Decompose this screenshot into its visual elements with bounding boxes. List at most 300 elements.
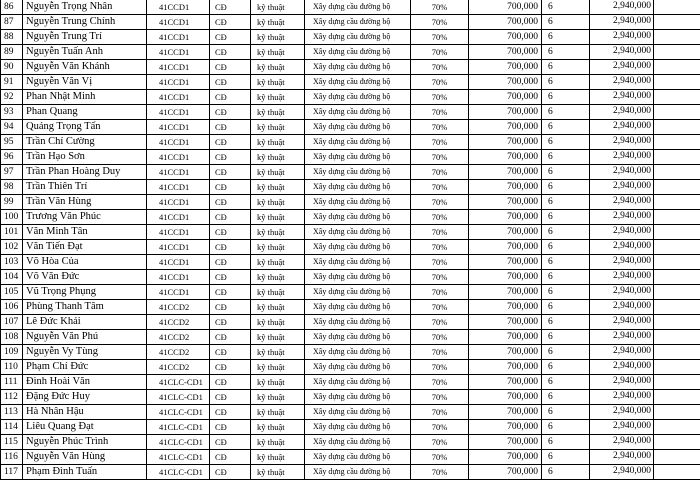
- monthly-amount-cell: 700,000: [469, 135, 542, 150]
- month-count-cell: 6: [542, 255, 590, 270]
- program-type-cell: kỹ thuật: [251, 105, 305, 120]
- total-amount-cell: 2,940,000: [590, 210, 654, 225]
- monthly-amount-cell: 700,000: [469, 255, 542, 270]
- class-code-cell: 41CCD1: [147, 60, 210, 75]
- class-code-cell: 41CCD1: [147, 0, 210, 15]
- total-amount-cell: 2,940,000: [590, 180, 654, 195]
- total-amount-cell: 2,940,000: [590, 135, 654, 150]
- table-row: [1, 210, 700, 225]
- month-count-cell: 6: [542, 330, 590, 345]
- major-name-cell: Xây dựng cầu đường bộ: [305, 330, 411, 345]
- education-level-cell: CĐ: [210, 315, 251, 330]
- support-percent-cell: 70%: [411, 330, 469, 345]
- education-level-cell: CĐ: [210, 15, 251, 30]
- program-type-cell: kỹ thuật: [251, 0, 305, 15]
- table-row: [1, 105, 700, 120]
- month-count-cell: 6: [542, 300, 590, 315]
- education-level-cell: CĐ: [210, 225, 251, 240]
- monthly-amount-cell: 700,000: [469, 30, 542, 45]
- total-amount-cell: 2,940,000: [590, 300, 654, 315]
- table-row: [1, 300, 700, 315]
- row-number-cell: 100: [1, 210, 23, 225]
- total-amount-cell: 2,940,000: [590, 375, 654, 390]
- class-code-cell: 41CCD1: [147, 135, 210, 150]
- total-amount-cell: 2,940,000: [590, 60, 654, 75]
- month-count-cell: 6: [542, 405, 590, 420]
- class-code-cell: 41CLC-CD1: [147, 465, 210, 480]
- table-row: [1, 360, 700, 375]
- monthly-amount-cell: 700,000: [469, 315, 542, 330]
- education-level-cell: CĐ: [210, 240, 251, 255]
- program-type-cell: kỹ thuật: [251, 360, 305, 375]
- row-number-cell: 97: [1, 165, 23, 180]
- row-number-cell: 112: [1, 390, 23, 405]
- monthly-amount-cell: 700,000: [469, 150, 542, 165]
- education-level-cell: CĐ: [210, 60, 251, 75]
- table-row: [1, 330, 700, 345]
- education-level-cell: CĐ: [210, 135, 251, 150]
- program-type-cell: kỹ thuật: [251, 165, 305, 180]
- row-number-cell: 108: [1, 330, 23, 345]
- table-row: [1, 15, 700, 30]
- support-percent-cell: 70%: [411, 150, 469, 165]
- empty-cell: [654, 120, 700, 135]
- monthly-amount-cell: 700,000: [469, 465, 542, 480]
- month-count-cell: 6: [542, 105, 590, 120]
- table-row: [1, 75, 700, 90]
- class-code-cell: 41CLC-CD1: [147, 390, 210, 405]
- student-name-cell: Phan Quang: [23, 105, 147, 120]
- class-code-cell: 41CCD2: [147, 315, 210, 330]
- student-name-cell: Nguyễn Văn Vị: [23, 75, 147, 90]
- total-amount-cell: 2,940,000: [590, 345, 654, 360]
- major-name-cell: Xây dựng cầu đường bộ: [305, 75, 411, 90]
- empty-cell: [654, 255, 700, 270]
- empty-cell: [654, 300, 700, 315]
- student-name-cell: Nguyễn Vy Tùng: [23, 345, 147, 360]
- support-percent-cell: 70%: [411, 225, 469, 240]
- program-type-cell: kỹ thuật: [251, 15, 305, 30]
- student-name-cell: Lê Đức Khải: [23, 315, 147, 330]
- support-percent-cell: 70%: [411, 375, 469, 390]
- program-type-cell: kỹ thuật: [251, 150, 305, 165]
- class-code-cell: 41CCD1: [147, 255, 210, 270]
- program-type-cell: kỹ thuật: [251, 375, 305, 390]
- row-number-cell: 95: [1, 135, 23, 150]
- support-percent-cell: 70%: [411, 0, 469, 15]
- empty-cell: [654, 75, 700, 90]
- total-amount-cell: 2,940,000: [590, 270, 654, 285]
- total-amount-cell: 2,940,000: [590, 75, 654, 90]
- total-amount-cell: 2,940,000: [590, 450, 654, 465]
- major-name-cell: Xây dựng cầu đường bộ: [305, 450, 411, 465]
- month-count-cell: 6: [542, 345, 590, 360]
- monthly-amount-cell: 700,000: [469, 435, 542, 450]
- table-row: [1, 120, 700, 135]
- student-name-cell: Nguyễn Văn Phú: [23, 330, 147, 345]
- row-number-cell: 91: [1, 75, 23, 90]
- table-row: [1, 255, 700, 270]
- class-code-cell: 41CCD2: [147, 345, 210, 360]
- student-name-cell: Văn Minh Tân: [23, 225, 147, 240]
- support-percent-cell: 70%: [411, 240, 469, 255]
- table-row: [1, 135, 700, 150]
- student-name-cell: Nguyễn Trọng Nhân: [23, 0, 147, 15]
- student-name-cell: Hà Nhân Hậu: [23, 405, 147, 420]
- class-code-cell: 41CCD1: [147, 195, 210, 210]
- month-count-cell: 6: [542, 210, 590, 225]
- education-level-cell: CĐ: [210, 180, 251, 195]
- support-percent-cell: 70%: [411, 210, 469, 225]
- empty-cell: [654, 150, 700, 165]
- major-name-cell: Xây dựng cầu đường bộ: [305, 315, 411, 330]
- row-number-cell: 94: [1, 120, 23, 135]
- monthly-amount-cell: 700,000: [469, 300, 542, 315]
- class-code-cell: 41CCD1: [147, 120, 210, 135]
- program-type-cell: kỹ thuật: [251, 60, 305, 75]
- monthly-amount-cell: 700,000: [469, 225, 542, 240]
- month-count-cell: 6: [542, 390, 590, 405]
- class-code-cell: 41CCD1: [147, 75, 210, 90]
- student-name-cell: Nguyễn Trung Chính: [23, 15, 147, 30]
- education-level-cell: CĐ: [210, 285, 251, 300]
- program-type-cell: kỹ thuật: [251, 270, 305, 285]
- table-row: [1, 90, 700, 105]
- row-number-cell: 114: [1, 420, 23, 435]
- empty-cell: [654, 465, 700, 480]
- row-number-cell: 106: [1, 300, 23, 315]
- month-count-cell: 6: [542, 15, 590, 30]
- empty-cell: [654, 330, 700, 345]
- program-type-cell: kỹ thuật: [251, 315, 305, 330]
- monthly-amount-cell: 700,000: [469, 270, 542, 285]
- monthly-amount-cell: 700,000: [469, 240, 542, 255]
- student-name-cell: Nguyễn Văn Hùng: [23, 450, 147, 465]
- month-count-cell: 6: [542, 150, 590, 165]
- row-number-cell: 88: [1, 30, 23, 45]
- monthly-amount-cell: 700,000: [469, 330, 542, 345]
- total-amount-cell: 2,940,000: [590, 465, 654, 480]
- class-code-cell: 41CCD1: [147, 240, 210, 255]
- empty-cell: [654, 15, 700, 30]
- support-percent-cell: 70%: [411, 405, 469, 420]
- major-name-cell: Xây dựng cầu đường bộ: [305, 105, 411, 120]
- student-name-cell: Trần Hạo Sơn: [23, 150, 147, 165]
- student-name-cell: Nguyễn Phúc Trình: [23, 435, 147, 450]
- month-count-cell: 6: [542, 270, 590, 285]
- month-count-cell: 6: [542, 45, 590, 60]
- program-type-cell: kỹ thuật: [251, 240, 305, 255]
- empty-cell: [654, 420, 700, 435]
- table-row: [1, 285, 700, 300]
- student-name-cell: Đặng Đức Huy: [23, 390, 147, 405]
- class-code-cell: 41CLC-CD1: [147, 450, 210, 465]
- table-row: [1, 240, 700, 255]
- table-row: [1, 450, 700, 465]
- major-name-cell: Xây dựng cầu đường bộ: [305, 165, 411, 180]
- month-count-cell: 6: [542, 450, 590, 465]
- monthly-amount-cell: 700,000: [469, 180, 542, 195]
- education-level-cell: CĐ: [210, 120, 251, 135]
- row-number-cell: 113: [1, 405, 23, 420]
- program-type-cell: kỹ thuật: [251, 90, 305, 105]
- student-name-cell: Trương Văn Phúc: [23, 210, 147, 225]
- support-percent-cell: 70%: [411, 465, 469, 480]
- student-name-cell: Trần Phan Hoàng Duy: [23, 165, 147, 180]
- education-level-cell: CĐ: [210, 105, 251, 120]
- support-percent-cell: 70%: [411, 435, 469, 450]
- program-type-cell: kỹ thuật: [251, 30, 305, 45]
- table-row: [1, 45, 700, 60]
- major-name-cell: Xây dựng cầu đường bộ: [305, 240, 411, 255]
- row-number-cell: 110: [1, 360, 23, 375]
- class-code-cell: 41CCD2: [147, 360, 210, 375]
- empty-cell: [654, 450, 700, 465]
- class-code-cell: 41CCD1: [147, 30, 210, 45]
- total-amount-cell: 2,940,000: [590, 330, 654, 345]
- empty-cell: [654, 270, 700, 285]
- major-name-cell: Xây dựng cầu đường bộ: [305, 45, 411, 60]
- major-name-cell: Xây dựng cầu đường bộ: [305, 0, 411, 15]
- month-count-cell: 6: [542, 285, 590, 300]
- support-percent-cell: 70%: [411, 360, 469, 375]
- education-level-cell: CĐ: [210, 90, 251, 105]
- support-percent-cell: 70%: [411, 270, 469, 285]
- class-code-cell: 41CCD1: [147, 285, 210, 300]
- total-amount-cell: 2,940,000: [590, 15, 654, 30]
- major-name-cell: Xây dựng cầu đường bộ: [305, 225, 411, 240]
- table-body: [1, 0, 700, 480]
- empty-cell: [654, 210, 700, 225]
- total-amount-cell: 2,940,000: [590, 90, 654, 105]
- student-name-cell: Phạm Chí Đức: [23, 360, 147, 375]
- education-level-cell: CĐ: [210, 450, 251, 465]
- month-count-cell: 6: [542, 0, 590, 15]
- program-type-cell: kỹ thuật: [251, 420, 305, 435]
- major-name-cell: Xây dựng cầu đường bộ: [305, 210, 411, 225]
- education-level-cell: CĐ: [210, 255, 251, 270]
- major-name-cell: Xây dựng cầu đường bộ: [305, 180, 411, 195]
- empty-cell: [654, 375, 700, 390]
- education-level-cell: CĐ: [210, 150, 251, 165]
- month-count-cell: 6: [542, 435, 590, 450]
- support-percent-cell: 70%: [411, 420, 469, 435]
- row-number-cell: 103: [1, 255, 23, 270]
- total-amount-cell: 2,940,000: [590, 420, 654, 435]
- empty-cell: [654, 60, 700, 75]
- education-level-cell: CĐ: [210, 30, 251, 45]
- table-row: [1, 390, 700, 405]
- support-percent-cell: 70%: [411, 30, 469, 45]
- month-count-cell: 6: [542, 90, 590, 105]
- month-count-cell: 6: [542, 75, 590, 90]
- support-percent-cell: 70%: [411, 45, 469, 60]
- support-percent-cell: 70%: [411, 105, 469, 120]
- education-level-cell: CĐ: [210, 165, 251, 180]
- row-number-cell: 116: [1, 450, 23, 465]
- major-name-cell: Xây dựng cầu đường bộ: [305, 435, 411, 450]
- monthly-amount-cell: 700,000: [469, 60, 542, 75]
- empty-cell: [654, 405, 700, 420]
- major-name-cell: Xây dựng cầu đường bộ: [305, 360, 411, 375]
- support-percent-cell: 70%: [411, 345, 469, 360]
- empty-cell: [654, 225, 700, 240]
- major-name-cell: Xây dựng cầu đường bộ: [305, 15, 411, 30]
- education-level-cell: CĐ: [210, 45, 251, 60]
- education-level-cell: CĐ: [210, 360, 251, 375]
- support-percent-cell: 70%: [411, 285, 469, 300]
- total-amount-cell: 2,940,000: [590, 165, 654, 180]
- empty-cell: [654, 435, 700, 450]
- total-amount-cell: 2,940,000: [590, 255, 654, 270]
- major-name-cell: Xây dựng cầu đường bộ: [305, 405, 411, 420]
- empty-cell: [654, 390, 700, 405]
- education-level-cell: CĐ: [210, 405, 251, 420]
- empty-cell: [654, 315, 700, 330]
- empty-cell: [654, 285, 700, 300]
- table-row: [1, 180, 700, 195]
- program-type-cell: kỹ thuật: [251, 450, 305, 465]
- class-code-cell: 41CLC-CD1: [147, 420, 210, 435]
- empty-cell: [654, 240, 700, 255]
- program-type-cell: kỹ thuật: [251, 255, 305, 270]
- table-row: [1, 420, 700, 435]
- empty-cell: [654, 135, 700, 150]
- support-percent-cell: 70%: [411, 315, 469, 330]
- class-code-cell: 41CCD1: [147, 150, 210, 165]
- row-number-cell: 115: [1, 435, 23, 450]
- support-percent-cell: 70%: [411, 90, 469, 105]
- empty-cell: [654, 30, 700, 45]
- table-row: [1, 315, 700, 330]
- student-name-cell: Nguyễn Tuấn Anh: [23, 45, 147, 60]
- student-name-cell: Võ Hòa Của: [23, 255, 147, 270]
- total-amount-cell: 2,940,000: [590, 285, 654, 300]
- monthly-amount-cell: 700,000: [469, 195, 542, 210]
- empty-cell: [654, 360, 700, 375]
- class-code-cell: 41CCD1: [147, 90, 210, 105]
- table-row: [1, 435, 700, 450]
- month-count-cell: 6: [542, 60, 590, 75]
- education-level-cell: CĐ: [210, 465, 251, 480]
- monthly-amount-cell: 700,000: [469, 90, 542, 105]
- class-code-cell: 41CLC-CD1: [147, 405, 210, 420]
- empty-cell: [654, 345, 700, 360]
- monthly-amount-cell: 700,000: [469, 15, 542, 30]
- student-name-cell: Liêu Quang Đạt: [23, 420, 147, 435]
- row-number-cell: 104: [1, 270, 23, 285]
- support-percent-cell: 70%: [411, 450, 469, 465]
- program-type-cell: kỹ thuật: [251, 180, 305, 195]
- monthly-amount-cell: 700,000: [469, 0, 542, 15]
- student-name-cell: Phan Nhật Minh: [23, 90, 147, 105]
- month-count-cell: 6: [542, 135, 590, 150]
- program-type-cell: kỹ thuật: [251, 120, 305, 135]
- major-name-cell: Xây dựng cầu đường bộ: [305, 465, 411, 480]
- support-percent-cell: 70%: [411, 165, 469, 180]
- table-row: [1, 195, 700, 210]
- table-row: [1, 270, 700, 285]
- month-count-cell: 6: [542, 165, 590, 180]
- student-name-cell: Vũ Trọng Phụng: [23, 285, 147, 300]
- table-row: [1, 165, 700, 180]
- row-number-cell: 107: [1, 315, 23, 330]
- class-code-cell: 41CLC-CD1: [147, 435, 210, 450]
- total-amount-cell: 2,940,000: [590, 390, 654, 405]
- class-code-cell: 41CCD2: [147, 330, 210, 345]
- total-amount-cell: 2,940,000: [590, 405, 654, 420]
- student-name-cell: Trần Văn Hùng: [23, 195, 147, 210]
- major-name-cell: Xây dựng cầu đường bộ: [305, 135, 411, 150]
- program-type-cell: kỹ thuật: [251, 405, 305, 420]
- education-level-cell: CĐ: [210, 0, 251, 15]
- row-number-cell: 109: [1, 345, 23, 360]
- program-type-cell: kỹ thuật: [251, 45, 305, 60]
- table-row: [1, 465, 700, 480]
- support-percent-cell: 70%: [411, 180, 469, 195]
- student-name-cell: Nguyễn Trung Trí: [23, 30, 147, 45]
- total-amount-cell: 2,940,000: [590, 45, 654, 60]
- support-percent-cell: 70%: [411, 390, 469, 405]
- empty-cell: [654, 0, 700, 15]
- total-amount-cell: 2,940,000: [590, 360, 654, 375]
- month-count-cell: 6: [542, 225, 590, 240]
- total-amount-cell: 2,940,000: [590, 0, 654, 15]
- class-code-cell: 41CCD1: [147, 180, 210, 195]
- student-name-cell: Võ Văn Đức: [23, 270, 147, 285]
- support-percent-cell: 70%: [411, 75, 469, 90]
- student-name-cell: Văn Tiến Đạt: [23, 240, 147, 255]
- monthly-amount-cell: 700,000: [469, 405, 542, 420]
- class-code-cell: 41CCD1: [147, 270, 210, 285]
- program-type-cell: kỹ thuật: [251, 225, 305, 240]
- program-type-cell: kỹ thuật: [251, 135, 305, 150]
- student-name-cell: Quảng Trọng Tấn: [23, 120, 147, 135]
- empty-cell: [654, 105, 700, 120]
- total-amount-cell: 2,940,000: [590, 315, 654, 330]
- major-name-cell: Xây dựng cầu đường bộ: [305, 120, 411, 135]
- major-name-cell: Xây dựng cầu đường bộ: [305, 30, 411, 45]
- total-amount-cell: 2,940,000: [590, 150, 654, 165]
- month-count-cell: 6: [542, 360, 590, 375]
- support-percent-cell: 70%: [411, 300, 469, 315]
- major-name-cell: Xây dựng cầu đường bộ: [305, 285, 411, 300]
- month-count-cell: 6: [542, 30, 590, 45]
- empty-cell: [654, 90, 700, 105]
- row-number-cell: 99: [1, 195, 23, 210]
- major-name-cell: Xây dựng cầu đường bộ: [305, 90, 411, 105]
- row-number-cell: 117: [1, 465, 23, 480]
- month-count-cell: 6: [542, 120, 590, 135]
- empty-cell: [654, 195, 700, 210]
- monthly-amount-cell: 700,000: [469, 360, 542, 375]
- row-number-cell: 96: [1, 150, 23, 165]
- row-number-cell: 90: [1, 60, 23, 75]
- row-number-cell: 111: [1, 375, 23, 390]
- month-count-cell: 6: [542, 195, 590, 210]
- row-number-cell: 93: [1, 105, 23, 120]
- student-name-cell: Nguyễn Văn Khánh: [23, 60, 147, 75]
- education-level-cell: CĐ: [210, 195, 251, 210]
- student-name-cell: Trần Chí Cường: [23, 135, 147, 150]
- support-percent-cell: 70%: [411, 60, 469, 75]
- class-code-cell: 41CCD1: [147, 105, 210, 120]
- row-number-cell: 86: [1, 0, 23, 15]
- program-type-cell: kỹ thuật: [251, 195, 305, 210]
- table-row: [1, 0, 700, 15]
- total-amount-cell: 2,940,000: [590, 225, 654, 240]
- education-level-cell: CĐ: [210, 300, 251, 315]
